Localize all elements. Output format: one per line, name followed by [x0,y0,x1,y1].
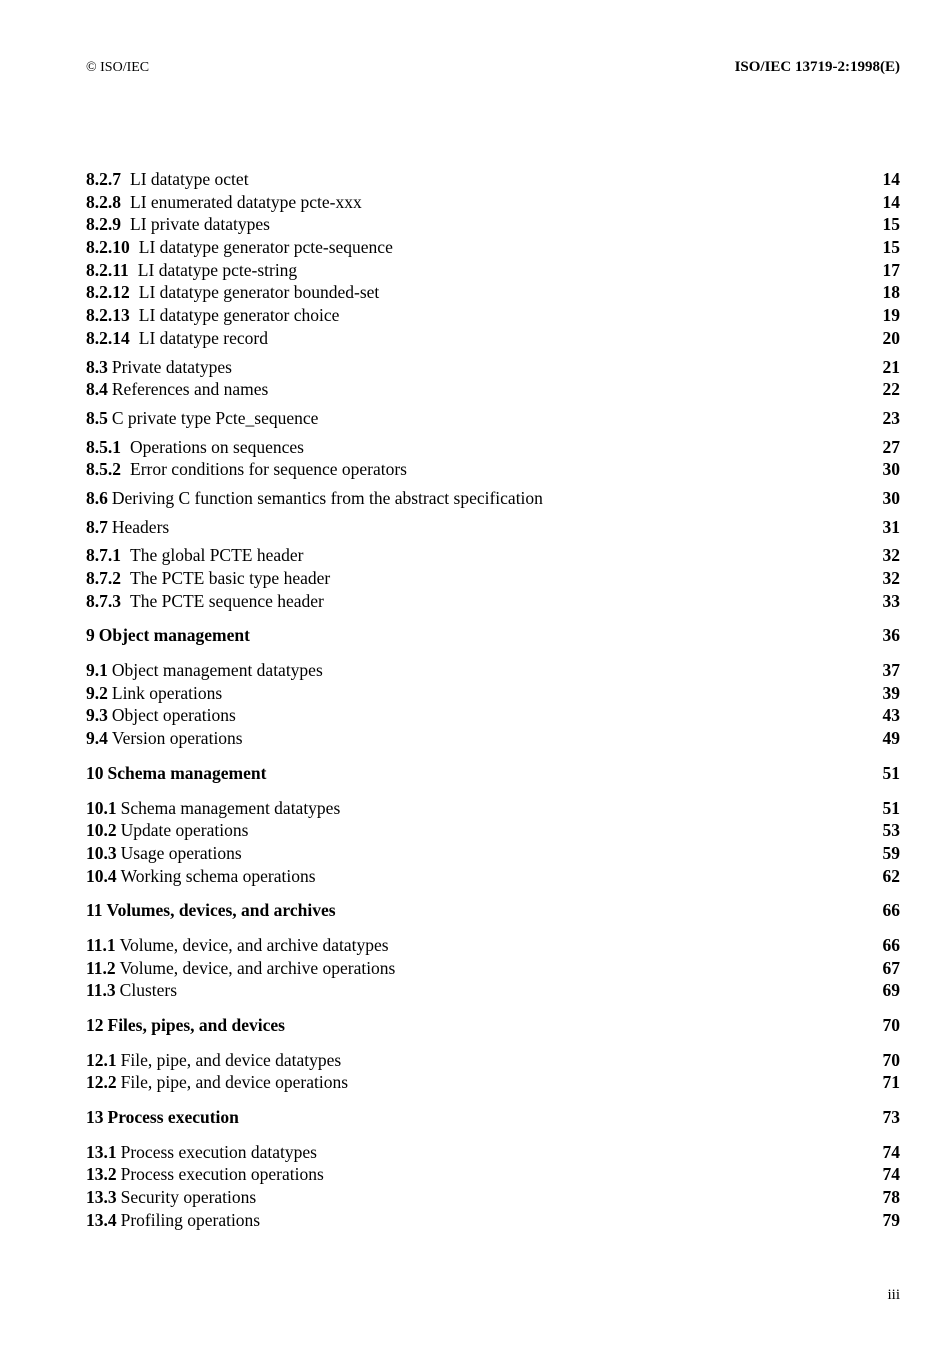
toc-entry-number: 8.4 [86,379,108,400]
toc-entry-title: LI datatype record [138,327,268,348]
toc-entry-page: 67 [882,957,900,978]
toc-entry-page: 70 [882,1015,900,1035]
toc-entry-title: Object operations [111,705,236,726]
toc-entry[interactable] [86,865,900,888]
page-number: iii [887,1287,900,1303]
toc-entry-title: LI datatype generator pcte-sequence [138,237,393,258]
toc-entry-page: 74 [882,1141,900,1162]
toc-entry-number: 8.2.9 [86,214,121,235]
toc-entry[interactable] [86,1141,900,1164]
toc-entry-title: Files, pipes, and devices [107,1015,285,1035]
toc-entry-title: Profiling operations [120,1209,261,1230]
toc-entry[interactable] [86,168,900,191]
toc-entry-page: 59 [882,842,900,863]
toc-entry-page: 20 [882,327,900,348]
toc-entry-number: 13 [86,1107,104,1128]
toc-entry-title: Working schema operations [120,865,316,886]
toc-entry-title: Update operations [120,820,249,841]
toc-entry-page: 37 [882,660,900,681]
toc-entry-title: Process execution datatypes [120,1141,317,1162]
toc-entry-number: 11.1 [86,934,116,955]
toc-entry-title: Process execution operations [120,1164,324,1185]
toc-entry-title: References and names [111,379,269,400]
toc-entry[interactable] [86,281,900,304]
toc-entry-page: 74 [882,1164,900,1185]
toc-entry[interactable] [86,259,900,282]
toc-entry-title: Version operations [111,728,243,749]
toc-entry[interactable] [86,590,900,613]
toc-entry-page: 23 [882,407,900,428]
toc-chapter[interactable] [86,899,900,922]
toc-entry-title: Volumes, devices, and archives [106,900,336,921]
toc-entry-title: The global PCTE header [130,545,304,566]
toc-entry[interactable] [86,487,900,510]
toc-entry-number: 9.1 [86,660,108,681]
toc-entry-page: 15 [882,214,900,235]
toc-entry-title: File, pipe, and device datatypes [120,1049,342,1070]
toc-entry-title: LI datatype pcte-string [137,259,298,280]
toc-entry[interactable] [86,356,900,379]
toc-entry-page: 14 [882,191,900,212]
toc-entry[interactable] [86,327,900,350]
toc-entry-title: Schema management [107,762,267,783]
toc-entry[interactable] [86,436,900,459]
table-of-contents [86,168,900,1232]
toc-entry-number: 12 [86,1015,104,1035]
toc-entry-title: LI enumerated datatype pcte-xxx [130,191,362,212]
toc-entry[interactable] [86,957,900,980]
toc-entry-number: 10.4 [86,865,117,886]
toc-entry-number: 11.3 [86,980,116,1001]
toc-entry-page: 32 [882,568,900,588]
toc-entry[interactable] [86,304,900,327]
toc-entry-page: 30 [882,487,900,508]
toc-entry-page: 69 [882,980,900,1001]
toc-entry-page: 49 [882,728,900,749]
toc-chapter[interactable] [86,762,900,785]
toc-entry-title: Deriving C function semantics from the abstract specification [111,487,543,508]
toc-entry-page: 27 [882,436,900,457]
toc-entry[interactable] [86,544,900,567]
toc-entry[interactable] [86,236,900,259]
toc-entry-page: 39 [882,682,900,703]
header-copyright: © ISO/IEC [86,60,150,75]
toc-entry-number: 13.4 [86,1209,117,1230]
toc-entry-page: 79 [882,1209,900,1230]
toc-entry-title: LI private datatypes [130,214,270,235]
toc-entry-title: Usage operations [120,842,242,863]
toc-entry-title: Private datatypes [111,356,232,377]
toc-entry-number: 11 [86,900,103,921]
toc-entry-number: 13.1 [86,1141,117,1162]
toc-entry-number: 10.2 [86,820,117,841]
toc-entry-page: 22 [882,379,900,400]
toc-entry-page: 18 [882,282,900,303]
toc-entry-title: Security operations [120,1187,257,1208]
toc-entry-number: 8.5.2 [86,459,121,480]
toc-entry-title: The PCTE sequence header [130,590,324,611]
toc-entry-title: Headers [111,516,170,537]
toc-entry-number: 8.2.12 [86,282,130,303]
toc-entry[interactable] [86,704,900,727]
toc-entry[interactable] [86,213,900,236]
toc-entry-title: File, pipe, and device operations [120,1072,349,1093]
toc-entry-title: Clusters [119,980,178,1001]
toc-entry-title: Object management [98,625,250,646]
toc-entry-title: Process execution [107,1107,239,1128]
toc-entry-title: The PCTE basic type header [130,568,331,588]
toc-chapter[interactable] [86,1014,900,1037]
toc-entry-page: 30 [882,459,900,480]
toc-entry-number: 8.6 [86,487,108,508]
toc-entry[interactable] [86,727,900,750]
toc-entry-page: 15 [882,237,900,258]
toc-entry-page: 36 [882,625,900,646]
toc-entry-title: Operations on sequences [130,436,304,457]
toc-entry[interactable] [86,1209,900,1232]
toc-entry-title: Object management datatypes [111,660,323,681]
toc-entry-number: 9.3 [86,705,108,726]
toc-entry[interactable] [86,1049,900,1072]
toc-entry-page: 70 [882,1049,900,1070]
toc-entry-page: 21 [882,356,900,377]
toc-entry-title: LI datatype octet [130,169,249,189]
toc-entry-page: 66 [882,934,900,955]
toc-entry[interactable] [86,516,900,539]
toc-entry-number: 12.2 [86,1072,117,1093]
toc-entry-page: 17 [882,259,900,280]
toc-entry-number: 8.2.13 [86,305,130,326]
toc-entry-number: 8.2.11 [86,259,129,280]
toc-entry[interactable] [86,1071,900,1094]
toc-entry[interactable] [86,1163,900,1186]
toc-entry-title: LI datatype generator choice [138,305,340,326]
toc-entry-page: 14 [882,169,900,189]
toc-entry-page: 53 [882,820,900,841]
toc-entry-page: 71 [882,1072,900,1093]
toc-entry[interactable] [86,934,900,957]
toc-entry[interactable] [86,797,900,820]
toc-entry[interactable] [86,407,900,430]
toc-entry[interactable] [86,378,900,401]
toc-entry-page: 31 [882,516,900,537]
toc-entry-page: 51 [882,762,900,783]
toc-chapter[interactable] [86,1106,900,1129]
toc-entry[interactable] [86,659,900,682]
toc-entry-number: 8.2.8 [86,191,121,212]
toc-entry-number: 8.3 [86,356,108,377]
toc-entry-page: 66 [882,900,900,921]
toc-entry-number: 11.2 [86,957,116,978]
toc-entry-number: 10.3 [86,842,117,863]
toc-entry-number: 8.7 [86,516,108,537]
toc-entry-number: 8.2.7 [86,169,121,189]
toc-entry-number: 13.3 [86,1187,117,1208]
toc-entry-page: 78 [882,1187,900,1208]
toc-entry-page: 19 [882,305,900,326]
toc-entry-title: Volume, device, and archive datatypes [119,934,389,955]
toc-entry[interactable] [86,458,900,481]
toc-entry-number: 9 [86,625,95,646]
toc-entry-title: C private type Pcte_sequence [111,407,319,428]
toc-entry-page: 62 [882,865,900,886]
toc-entry[interactable] [86,819,900,842]
toc-entry-number: 10.1 [86,797,117,818]
toc-entry-number: 13.2 [86,1164,117,1185]
toc-entry-number: 8.2.14 [86,327,130,348]
toc-entry-number: 12.1 [86,1049,117,1070]
toc-entry[interactable] [86,191,900,214]
toc-entry[interactable] [86,1186,900,1209]
toc-entry-page: 32 [882,545,900,566]
toc-entry-number: 9.4 [86,728,108,749]
toc-entry-number: 8.5.1 [86,436,121,457]
toc-entry-number: 8.7.1 [86,545,121,566]
toc-entry-number: 8.2.10 [86,237,130,258]
toc-entry-title: Error conditions for sequence operators [130,459,407,480]
toc-entry-number: 8.7.3 [86,590,121,611]
toc-entry[interactable] [86,842,900,865]
toc-entry-number: 8.7.2 [86,568,121,588]
toc-entry-number: 9.2 [86,682,108,703]
toc-entry-page: 73 [882,1107,900,1128]
toc-entry[interactable] [86,567,900,590]
header-document-id: ISO/IEC 13719-2:1998(E) [734,59,900,75]
toc-entry-page: 43 [882,705,900,726]
toc-entry-title: LI datatype generator bounded-set [138,282,380,303]
toc-entry[interactable] [86,682,900,705]
toc-entry[interactable] [86,979,900,1002]
toc-entry-number: 8.5 [86,407,108,428]
toc-entry-page: 51 [882,797,900,818]
toc-entry-title: Link operations [111,682,223,703]
toc-entry-page: 33 [882,590,900,611]
toc-entry-title: Schema management datatypes [120,797,341,818]
toc-chapter[interactable] [86,624,900,647]
toc-entry-number: 10 [86,762,104,783]
toc-entry-title: Volume, device, and archive operations [119,957,396,978]
